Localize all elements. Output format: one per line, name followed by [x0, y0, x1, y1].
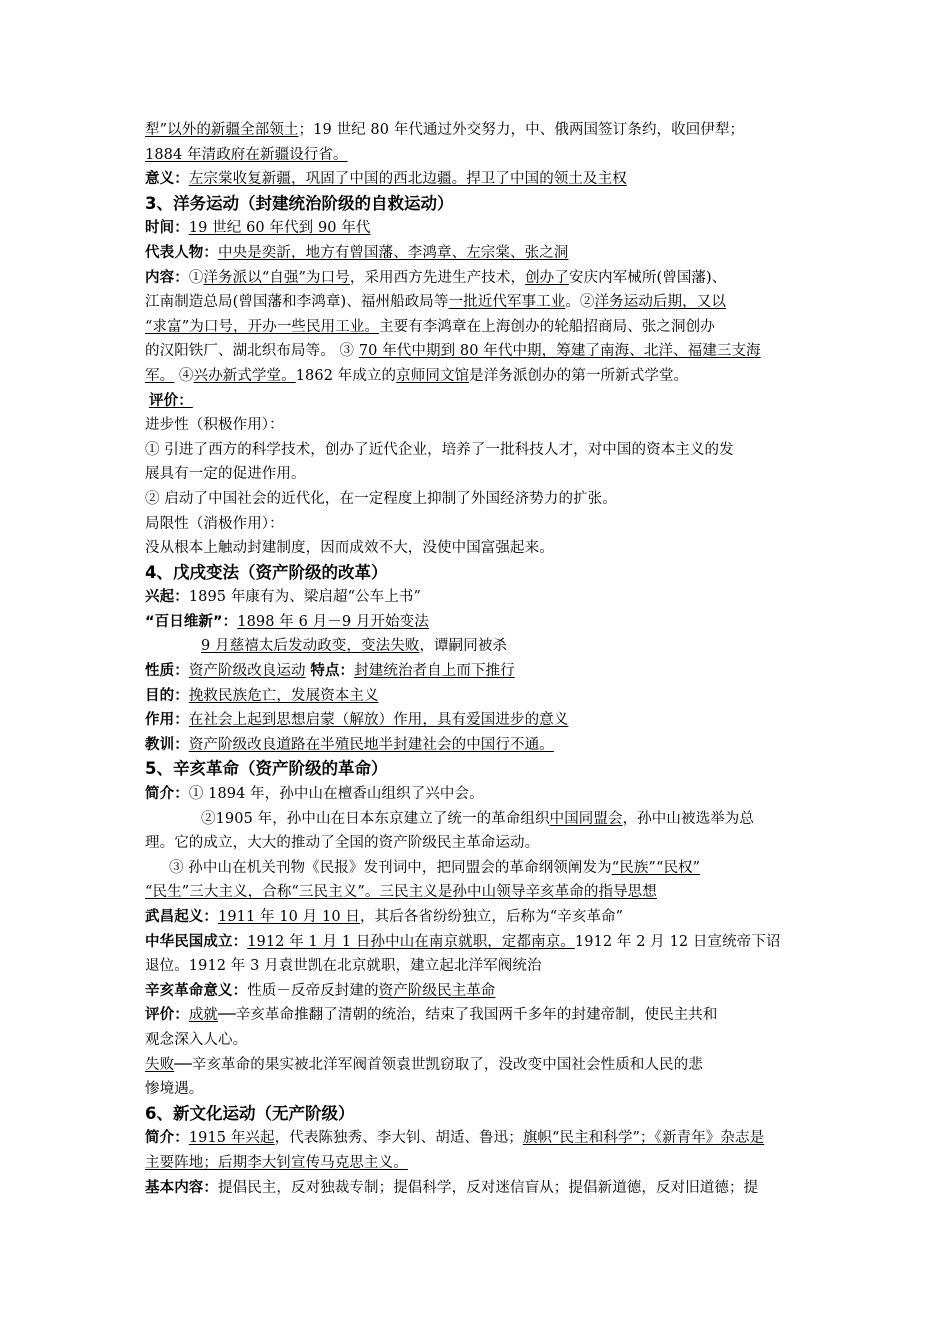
text-line — [145, 708, 810, 733]
field-label: 兴起： — [145, 589, 189, 606]
text-segment: ，代表陈独秀、李大钊、胡适、鲁迅； — [274, 1130, 523, 1147]
text-segment: 没从根本上触动封建制度，因而成效不大，没使中国富强起来。 — [145, 540, 554, 557]
text-segment: 是洋务派创办的第一所新式学堂。 — [469, 367, 689, 384]
field-label: 简介： — [145, 786, 189, 803]
underlined-text: 兴办新式学堂。 — [193, 367, 296, 384]
text-segment: ① 引进了西方的科学技术，创办了近代企业，培养了一批科技人才，对中国的资本主义的发 — [145, 441, 734, 458]
field-label: 教训： — [145, 736, 189, 753]
text-line — [145, 118, 810, 143]
text-line — [145, 167, 810, 192]
text-segment: ，谭嗣同被杀 — [419, 638, 508, 655]
field-label: 武昌起义： — [145, 909, 218, 925]
field-label: 内容： — [145, 269, 189, 286]
text-line — [145, 1003, 810, 1028]
text-segment: 局限性（消极作用）： — [145, 515, 284, 532]
underlined-text: 洋务运动后期，又以 — [594, 294, 726, 311]
underlined-text: 封建统治者自上而下推行 — [354, 663, 515, 680]
text-segment: 提倡民主，反对独裁专制；提倡科学，反对迷信盲从；提倡新道德，反对旧道德；提 — [218, 1179, 759, 1196]
text-line — [145, 634, 810, 659]
underlined-text: 一批近代军事工业 — [448, 294, 566, 311]
text-segment: ④ — [174, 367, 194, 384]
underlined-text: 1884 年清政府在新疆设行省。 — [145, 146, 348, 163]
text-line — [145, 512, 810, 537]
field-label: 评价： — [145, 1007, 189, 1024]
text-line — [145, 241, 810, 266]
text-line — [145, 438, 810, 463]
text-segment: ，孙中山被选举为总 — [622, 810, 755, 827]
text-segment: ② 启动了中国社会的近代化，在一定程度上抑制了外国经济势力的扩张。 — [145, 490, 617, 507]
field-label: 作用： — [145, 712, 189, 729]
text-segment: 1895 年康有为、梁启超“公车上书” — [188, 589, 422, 606]
text-segment: 6、新文化运动（无产阶级） — [145, 1103, 355, 1123]
text-line — [145, 856, 810, 881]
underlined-text: 资产阶级民主革命 — [378, 982, 496, 999]
text-segment: 主要有李鸿章在上海创办的轮船招商局、张之洞创办 — [379, 318, 715, 335]
underlined-text: 京师同文馆 — [396, 367, 470, 384]
text-line — [145, 880, 810, 905]
text-line — [145, 536, 810, 561]
text-line — [145, 659, 810, 684]
text-segment: ②1905 年，孙中山在日本东京建立了统一的革命组织 — [201, 810, 550, 827]
underlined-text: 主要阵地；后期李大钊宣传马克思主义。 — [145, 1154, 408, 1171]
text-segment: ① — [188, 269, 204, 286]
text-segment: ① 1894 年，孙中山在檀香山组织了兴中会。 — [188, 786, 484, 803]
underlined-text: 失败 — [145, 1056, 175, 1073]
underlined-text: 军。 — [145, 367, 175, 384]
text-segment: ──辛亥革命的果实被北洋军阀首领袁世凯窃取了，没改变中国社会性质和人民的悲 — [174, 1056, 703, 1073]
text-line — [145, 339, 810, 364]
field-label: 意义： — [145, 171, 189, 188]
underlined-text: 70 年代中期到 80 年代中期，筹建了南海、北洋、福建三支海 — [358, 343, 761, 360]
underlined-text: 资产阶级改良道路在半殖民地半封建社会的中国行不通。 — [188, 736, 554, 753]
underlined-text: “民生”三大主义，合称“三民主义”。三民主义是孙中山领导辛亥革命的指导思想 — [145, 884, 657, 901]
text-line — [145, 1126, 810, 1151]
text-line — [145, 266, 810, 291]
text-line — [145, 782, 810, 807]
text-segment: ，其后各省纷纷独立，后称为“辛亥革命” — [359, 909, 624, 925]
section-heading — [145, 757, 810, 782]
text-line — [145, 684, 810, 709]
text-segment: 。② — [565, 294, 595, 311]
underlined-text: 成就 — [188, 1007, 219, 1024]
field-label: 基本内容： — [145, 1179, 218, 1196]
underlined-text: 19 世纪 60 年代到 90 年代 — [188, 220, 371, 237]
underlined-text: 挽救民族危亡，发展资本主义 — [188, 687, 379, 704]
text-segment: ──辛亥革命推翻了清朝的统治，结束了我国两千多年的封建帝制，使民主共和 — [218, 1007, 718, 1024]
text-line — [145, 315, 810, 340]
text-line — [145, 389, 810, 414]
underlined-text: 中国同盟会 — [549, 810, 623, 827]
underlined-text: 洋务派以“自强”为口号 — [203, 269, 350, 286]
text-line — [145, 905, 810, 930]
section-heading — [145, 192, 810, 217]
field-label: 时间： — [145, 220, 189, 237]
text-segment: 4、戊戌变法（资产阶级的改革） — [145, 562, 388, 582]
text-line — [145, 462, 810, 487]
text-segment: 惨境遇。 — [145, 1081, 204, 1098]
text-segment: 3、洋务运动（封建统治阶级的自救运动） — [145, 193, 454, 213]
text-line — [145, 610, 810, 635]
underlined-text: 中央是奕訢，地方有曾国藩、李鸿章、左宗棠、张之洞 — [218, 244, 569, 261]
text-segment: 进步性（积极作用）： — [145, 417, 284, 434]
underlined-text: 1915 年兴起 — [188, 1130, 275, 1147]
field-label: 特点： — [310, 663, 355, 680]
text-segment: 5、辛亥革命（资产阶级的革命） — [145, 759, 388, 779]
underlined-text: 9 月慈禧太后发动政变，变法失败 — [201, 638, 420, 655]
underlined-text: 1912 年 1 月 1 日孙中山在南京就职，定都南京。 — [247, 933, 575, 950]
underlined-text: 创办了 — [525, 269, 569, 286]
field-label: 简介： — [145, 1130, 189, 1147]
underlined-text: 资产阶级改良运动 — [188, 663, 306, 680]
text-segment: 安庆内军械所(曾国藩)、 — [568, 269, 727, 286]
field-label: 评价： — [149, 392, 193, 409]
text-segment: ③ 孙中山在机关刊物《民报》发刊词中，把同盟会的革命纲领阐发为 — [169, 859, 612, 876]
field-label: 辛亥革命意义： — [145, 982, 248, 999]
document-page — [145, 118, 810, 1200]
text-line — [145, 1053, 810, 1078]
field-label: 中华民国成立： — [145, 933, 248, 950]
field-label: 目的： — [145, 687, 189, 704]
text-line — [145, 1151, 810, 1176]
text-line — [145, 364, 810, 389]
underlined-text: “求富”为口号，开办一些民用工业。 — [145, 318, 380, 335]
text-line — [145, 733, 810, 758]
text-line — [145, 954, 810, 979]
text-line — [145, 1028, 810, 1053]
underlined-text: 左宗棠收复新疆，巩固了中国的西北边疆。捍卫了中国的领土及主权 — [188, 171, 627, 188]
text-segment: 江南制造总局(曾国藩和李鸿章)、福州船政局等 — [145, 294, 449, 311]
text-segment: 1862 年成立的 — [295, 367, 397, 384]
text-line — [145, 216, 810, 241]
underlined-text: 1911 年 10 月 10 日 — [218, 909, 360, 925]
text-line — [145, 487, 810, 512]
text-segment: 理。它的成立，大大的推动了全国的资产阶级民主革命运动。 — [145, 835, 540, 852]
text-segment: 的汉阳铁厂、湖北织布局等。 ③ — [145, 343, 359, 360]
text-line — [145, 979, 810, 1004]
text-line — [145, 290, 810, 315]
section-heading — [145, 1102, 810, 1127]
text-segment: 1912 年 2 月 12 日宣统帝下诏 — [574, 933, 781, 950]
underlined-text: 犁”以外的新疆全部领土 — [145, 122, 299, 138]
underlined-text: 在社会上起到思想启蒙（解放）作用，具有爱国进步的意义 — [188, 712, 569, 729]
text-line — [145, 807, 810, 832]
text-line — [145, 930, 810, 955]
text-line — [145, 1176, 810, 1201]
text-segment: 观念深入人心。 — [145, 1031, 248, 1048]
text-line — [145, 831, 810, 856]
field-label: 性质： — [145, 663, 189, 680]
underlined-text: 旗帜“民主和科学”；《新青年》杂志是 — [522, 1130, 765, 1147]
text-segment: ，采用西方先进生产技术， — [349, 269, 526, 286]
section-heading — [145, 561, 810, 586]
field-label: “百日维新”： — [145, 613, 238, 630]
underlined-text: 1898 年 6 月－9 月开始变法 — [237, 613, 429, 630]
text-segment: 展具有一定的促进作用。 — [145, 466, 306, 483]
text-segment: ；19 世纪 80 年代通过外交努力，中、俄两国签订条约，收回伊犁； — [298, 122, 745, 138]
text-line — [145, 585, 810, 610]
text-segment: 退位。1912 年 3 月袁世凯在北京就职，建立起北洋军阀统治 — [145, 958, 542, 975]
text-line — [145, 143, 810, 168]
text-line — [145, 413, 810, 438]
text-segment: 性质－反帝反封建的 — [247, 982, 379, 999]
underlined-text: “民族”“民权” — [611, 859, 701, 876]
field-label: 代表人物： — [145, 244, 218, 261]
text-line — [145, 1077, 810, 1102]
